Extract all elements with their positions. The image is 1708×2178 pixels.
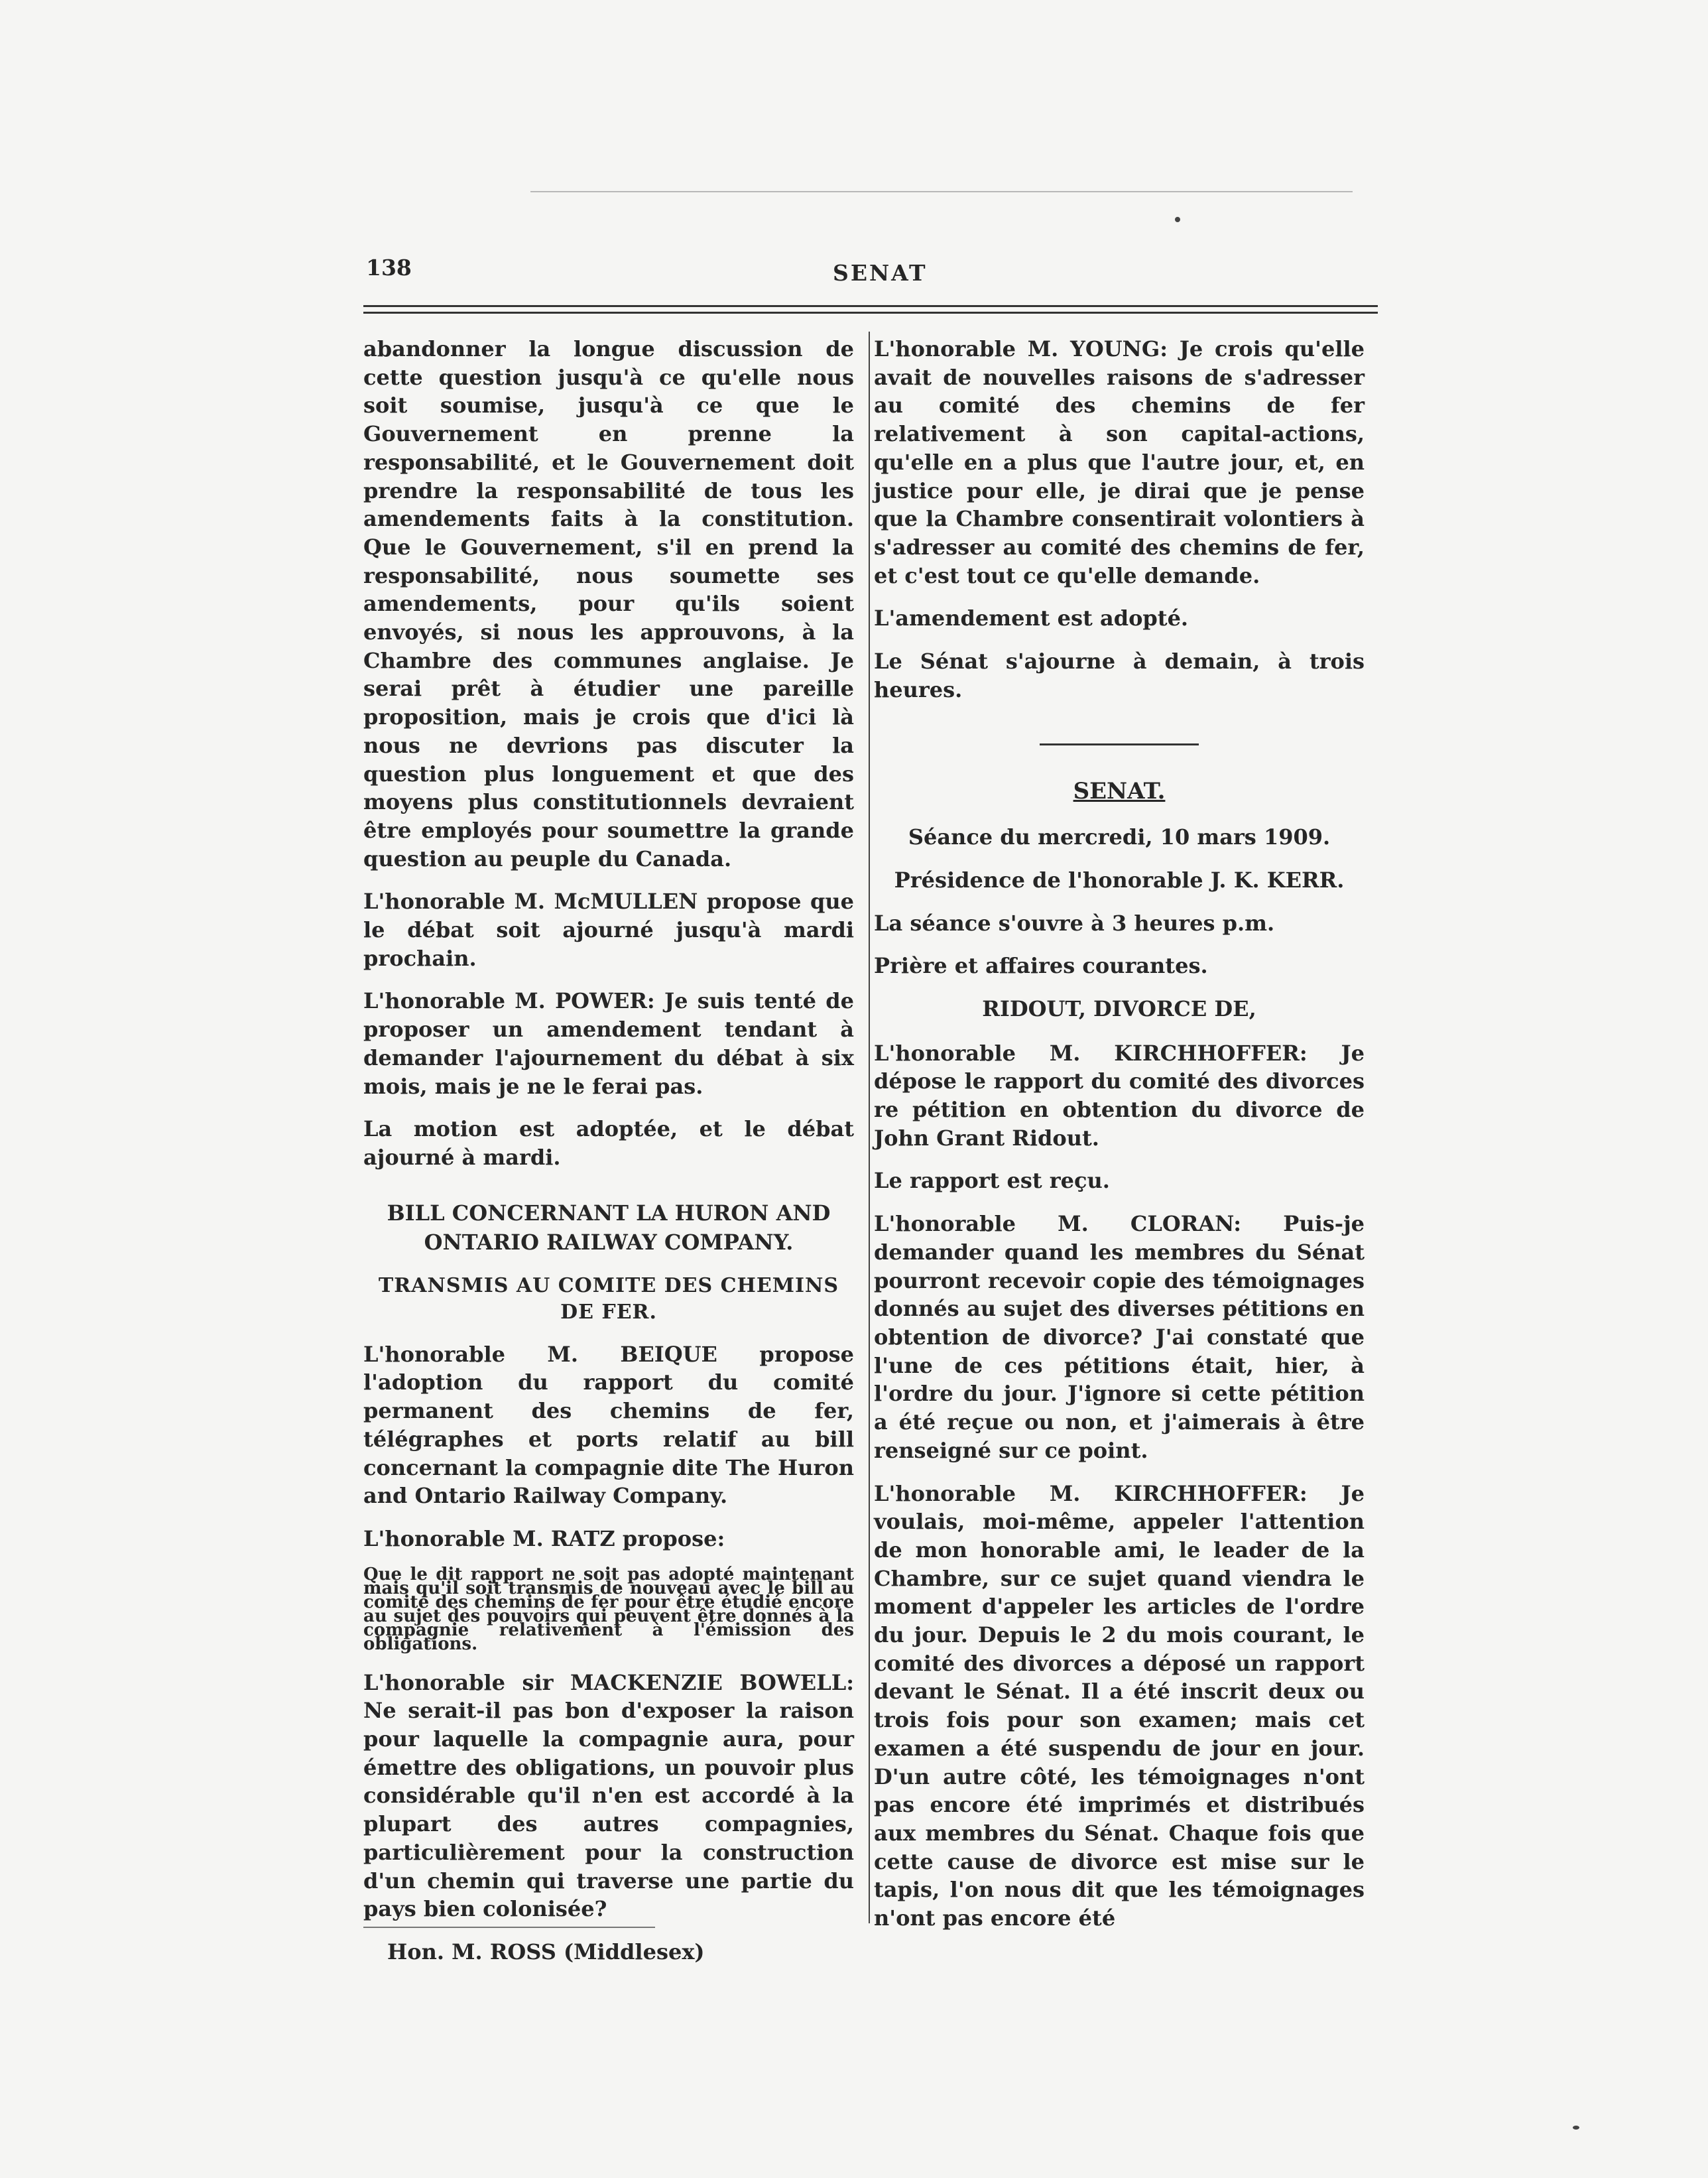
paragraph: Le rapport est reçu. — [874, 1168, 1110, 1194]
scan-speck — [1175, 217, 1180, 222]
paragraph: Hon. M. ROSS (Middlesex) — [387, 1939, 705, 1964]
paragraph: L'honorable M. POWER: Je suis tenté de proposer un amendement tendant à demander l'ajournement du débat à six mois, mais je ne le ferai pas. — [363, 988, 854, 1099]
senat-heading: SENAT. — [1073, 778, 1166, 805]
bill-subheading: TRANSMIS AU COMITE DES CHEMINS DE FER. — [378, 1273, 839, 1324]
page-number: 138 — [366, 255, 412, 281]
paragraph: L'honorable M. KIRCHHOFFER: Je dépose le rapport du comité des divorces re pétition en obtention du divorce de John Grant Ridout. — [874, 1040, 1365, 1151]
left-column — [363, 335, 854, 1981]
paragraph: L'honorable M. YOUNG: Je crois qu'elle avait de nouvelles raisons de s'adresser au comité des chemins de fer relativement à son capital-actions, qu'elle en a plus que l'autre jour, et, en justice pour elle, je dirai que je pense que la Chambre consentirait volontiers à s'adresser au comité des chemins de fer, et c'est tout ce qu'elle demande. — [874, 336, 1365, 588]
paragraph: Prière et affaires courantes. — [874, 953, 1208, 979]
header-rule — [363, 312, 1378, 314]
presidency: Présidence de l'honorable J. K. KERR. — [894, 867, 1345, 893]
paragraph: L'honorable M. KIRCHHOFFER: Je voulais, moi-même, appeler l'attention de mon honorable ami, le leader de la Chambre, sur ce sujet quand viendra le moment d'appeler les articles de l'ordre du jour. Depuis le 2 du mois courant, le comité des divorces a déposé un rapport devant le Sénat. Il a été inscrit deux ou trois fois pour son examen; mais cet examen a été suspendu de jour en jour. D'un autre côté, les témoignages n'ont pas encore été imprimés et distribués aux membres du Sénat. Chaque fois que cette cause de divorce est mise sur le tapis, l'on nous dit que les témoignages n'ont pas encore été — [874, 1480, 1365, 1931]
bill-heading: BILL CONCERNANT LA HURON AND ONTARIO RAILWAY COMPANY. — [387, 1200, 831, 1255]
section-rule — [1040, 743, 1199, 745]
session-date: Séance du mercredi, 10 mars 1909. — [908, 824, 1331, 850]
column-divider — [869, 332, 870, 1923]
scan-speck — [1573, 2126, 1579, 2130]
paragraph: L'amendement est adopté. — [874, 606, 1189, 631]
running-head: SENAT — [833, 260, 928, 286]
paragraph: abandonner la longue discussion de cette question jusqu'à ce qu'elle nous soit soumise, jusqu'à ce que le Gouvernement en prenne la responsabilité, et le Gouvernement doit prendre la responsabilité de tous les amendements faits à la constitution. Que le Gouvernement, s'il en prend la responsabilité, nous soumette ses amendements, pour qu'ils soient envoyés, si nous les approuvons, à la Chambre des communes anglaise. Je serai prêt à étudier une pareille proposition, mais je crois que d'ici là nous ne devrions pas discuter la question plus longuement et que des moyens plus constitutionnels devraient être employés pour soumettre la grande question au peuple du Canada. — [363, 336, 854, 871]
paragraph: L'honorable M. BEIQUE propose l'adoption du rapport du comité permanent des chemins de fer, télégraphes et ports relatif au bill concernant la compagnie dite The Huron and Ontario Railway Company. — [363, 1341, 854, 1509]
paragraph: L'honorable M. CLORAN: Puis-je demander quand les membres du Sénat pourront recevoir copie des témoignages donnés au sujet des diverses pétitions en obtention de divorce? J'ai constaté que l'une de ces pétitions était, hier, à l'ordre du jour. J'ignore si cette pétition a été reçue ou non, et j'aimerais à être renseigné sur ce point. — [874, 1211, 1365, 1463]
header-rule — [363, 305, 1378, 307]
paragraph: L'honorable M. McMULLEN propose que le débat soit ajourné jusqu'à mardi prochain. — [363, 889, 854, 971]
paragraph: La motion est adoptée, et le débat ajourné à mardi. — [363, 1116, 854, 1170]
scan-top-rule — [530, 191, 1353, 192]
right-column — [874, 335, 1365, 1947]
bottom-rule — [363, 1927, 655, 1928]
paragraph: Le Sénat s'ajourne à demain, à trois heures. — [874, 649, 1365, 702]
ridout-heading: RIDOUT, DIVORCE DE, — [982, 995, 1256, 1021]
paragraph: La séance s'ouvre à 3 heures p.m. — [874, 910, 1275, 936]
paragraph: L'honorable M. RATZ propose: — [363, 1525, 725, 1551]
quoted-motion: Que le dit rapport ne soit pas adopté maintenant mais qu'il soit transmis de nouveau avec le bill au comité des chemins de fer pour être étudié encore au sujet des pouvoirs qui peuvent être donnés à la compagnie relativement à l'émission des obligations. — [363, 1564, 854, 1654]
paragraph: L'honorable sir MACKENZIE BOWELL: Ne serait-il pas bon d'exposer la raison pour laquelle la compagnie aura, pour émettre des obligations, un pouvoir plus considérable qu'il n'en est accordé à la plupart des autres compagnies, particulièrement pour la construction d'un chemin qui traverse une partie du pays bien colonisée? — [363, 1669, 854, 1922]
